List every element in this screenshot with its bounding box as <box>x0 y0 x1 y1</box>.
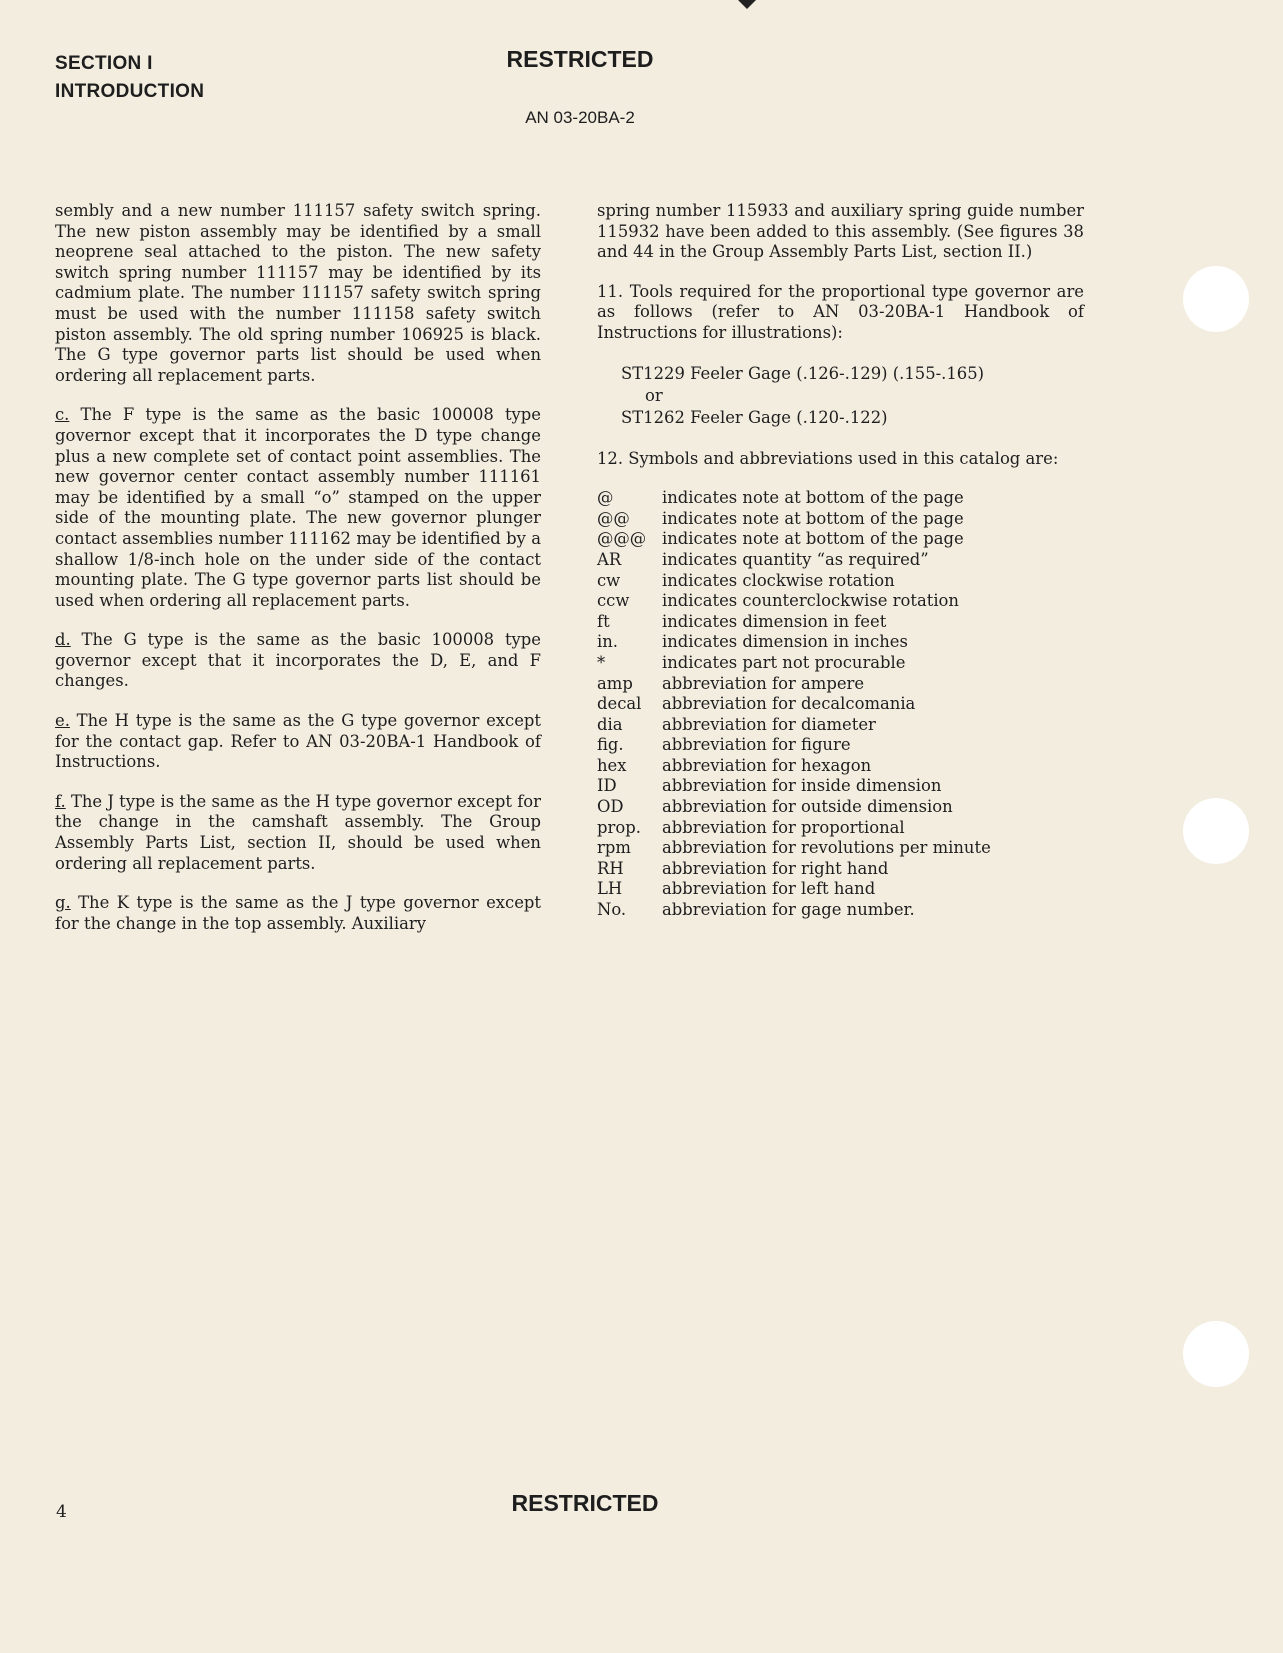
symbol-cell: * <box>597 652 606 672</box>
table-row <box>597 715 991 736</box>
binding-notch <box>738 0 756 9</box>
description-cell: indicates note at bottom of the page <box>662 508 964 528</box>
table-row <box>597 879 991 900</box>
item-letter-e: e. <box>55 711 70 731</box>
table-row <box>597 735 991 756</box>
item-text-e: The H type is the same as the G type governor except for the contact gap. Refer to AN 03-20BA-1 Handbook of Instructions. <box>55 711 541 772</box>
table-row <box>597 859 991 880</box>
right-column <box>597 201 1084 921</box>
description-cell: abbreviation for outside dimension <box>662 797 953 817</box>
symbol-cell: prop. <box>597 817 641 837</box>
tool-or: or <box>645 385 663 405</box>
item-letter-f: f. <box>55 791 66 811</box>
description-cell: abbreviation for right hand <box>662 858 889 878</box>
paragraph-d <box>55 630 541 692</box>
symbol-cell: cw <box>597 570 621 590</box>
item-text-f: The J type is the same as the H type governor except for the change in the camshaft assembly. The Group Assembly Parts List, section II, should be used when ordering all replacement parts. <box>55 791 541 873</box>
description-cell: indicates note at bottom of the page <box>662 529 964 549</box>
item-text-c: The F type is the same as the basic 100008 type governor except that it incorporates the D type change plus a new complete set of contact point assemblies. The new governor center contact assembly number 111161 may be identified by a small “o” stamped on the upper side of the mounting plate. The new governor plunger contact assemblies number 111162 may be identified by a shallow 1/8-inch hole on the under side of the contact mounting plate. The G type governor parts list should be used when ordering all replacement parts. <box>55 405 541 610</box>
symbol-cell: @@ <box>597 508 630 528</box>
symbol-cell: amp <box>597 673 633 693</box>
symbol-cell: @@@ <box>597 529 647 549</box>
table-row <box>597 756 991 777</box>
item-letter-c: c. <box>55 405 70 425</box>
classification-header: RESTRICTED <box>506 46 654 72</box>
tool-item: ST1262 Feeler Gage (.120-.122) <box>621 407 888 427</box>
item-letter-g: g. <box>55 893 71 913</box>
table-row <box>597 694 991 715</box>
table-row <box>597 612 991 633</box>
symbols-table <box>597 488 991 920</box>
symbol-cell: hex <box>597 755 627 775</box>
symbol-cell: rpm <box>597 838 631 858</box>
classification-footer: RESTRICTED <box>511 1490 659 1516</box>
tools-list <box>621 363 1084 429</box>
table-row <box>597 529 991 550</box>
table-row <box>597 591 991 612</box>
description-cell: indicates counterclockwise rotation <box>662 591 959 611</box>
symbol-cell: ID <box>597 776 617 796</box>
table-row <box>597 488 991 509</box>
description-cell: indicates dimension in inches <box>662 632 908 652</box>
symbol-cell: @ <box>597 488 614 508</box>
symbol-cell: decal <box>597 694 642 714</box>
symbol-cell: ccw <box>597 591 630 611</box>
tool-item: ST1229 Feeler Gage (.126-.129) (.155-.165) <box>621 363 985 383</box>
symbol-cell: RH <box>597 858 624 878</box>
description-cell: abbreviation for inside dimension <box>662 776 942 796</box>
description-cell: abbreviation for ampere <box>662 673 865 693</box>
symbol-cell: OD <box>597 797 624 817</box>
item-text-g: The K type is the same as the J type governor except for the change in the top assembly. Auxiliary <box>55 893 541 933</box>
section-label: SECTION I <box>55 53 153 74</box>
description-cell: indicates part not procurable <box>662 652 906 672</box>
table-row <box>597 818 991 839</box>
binder-hole <box>1183 266 1249 332</box>
subsection-label: INTRODUCTION <box>55 81 205 102</box>
left-column <box>55 201 541 934</box>
table-row <box>597 632 991 653</box>
symbol-cell: dia <box>597 714 623 734</box>
item-letter-d: d. <box>55 630 71 650</box>
paragraph-11: 11. Tools required for the proportional type governor are as follows (refer to AN 03-20BA-1 Handbook of Instructions for illustrations): <box>597 281 1084 342</box>
table-row <box>597 776 991 797</box>
paragraph-f <box>55 792 541 874</box>
description-cell: abbreviation for hexagon <box>662 755 872 775</box>
description-cell: abbreviation for revolutions per minute <box>662 838 991 858</box>
table-row <box>597 674 991 695</box>
description-cell: abbreviation for diameter <box>662 714 876 734</box>
description-cell: indicates quantity “as required” <box>662 549 929 569</box>
description-cell: abbreviation for proportional <box>662 817 905 837</box>
table-row <box>597 571 991 592</box>
description-cell: abbreviation for figure <box>662 735 851 755</box>
table-row <box>597 653 991 674</box>
item-text-d: The G type is the same as the basic 100008 type governor except that it incorporates the D, E, and F changes. <box>55 630 541 691</box>
binder-hole <box>1183 798 1249 864</box>
description-cell: indicates note at bottom of the page <box>662 488 964 508</box>
paragraph-e <box>55 711 541 773</box>
symbol-cell: AR <box>597 549 622 569</box>
symbol-cell: in. <box>597 632 619 652</box>
table-row <box>597 838 991 859</box>
document-number: AN 03-20BA-2 <box>525 108 635 127</box>
table-row <box>597 509 991 530</box>
description-cell: abbreviation for gage number. <box>662 900 915 920</box>
paragraph-continuation: sembly and a new number 111157 safety switch spring. The new piston assembly may be identified by a small neoprene seal attached to the piston. The new safety switch spring number 111157 may be identified by its cadmium plate. The number 111157 safety switch spring must be used with the number 111158 safety switch piston assembly. The old spring number 106925 is black. The G type governor parts list should be used when ordering all replacement parts. <box>55 201 541 385</box>
page-number: 4 <box>56 1502 67 1522</box>
table-row <box>597 797 991 818</box>
symbol-cell: No. <box>597 900 627 920</box>
binder-hole <box>1183 1321 1249 1387</box>
symbol-cell: LH <box>597 879 623 899</box>
description-cell: indicates clockwise rotation <box>662 570 895 590</box>
paragraph-c <box>55 405 541 611</box>
paragraph-12: 12. Symbols and abbreviations used in this catalog are: <box>597 448 1059 468</box>
paragraph-g <box>55 893 541 934</box>
symbol-cell: fig. <box>597 735 624 755</box>
table-row <box>597 900 991 921</box>
table-row <box>597 550 991 571</box>
paragraph-continuation-right: spring number 115933 and auxiliary spring guide number 115932 have been added to this assembly. (See figures 38 and 44 in the Group Assembly Parts List, section II.) <box>597 201 1084 262</box>
description-cell: abbreviation for left hand <box>662 879 876 899</box>
symbol-cell: ft <box>597 611 610 631</box>
description-cell: abbreviation for decalcomania <box>662 694 916 714</box>
description-cell: indicates dimension in feet <box>662 611 887 631</box>
